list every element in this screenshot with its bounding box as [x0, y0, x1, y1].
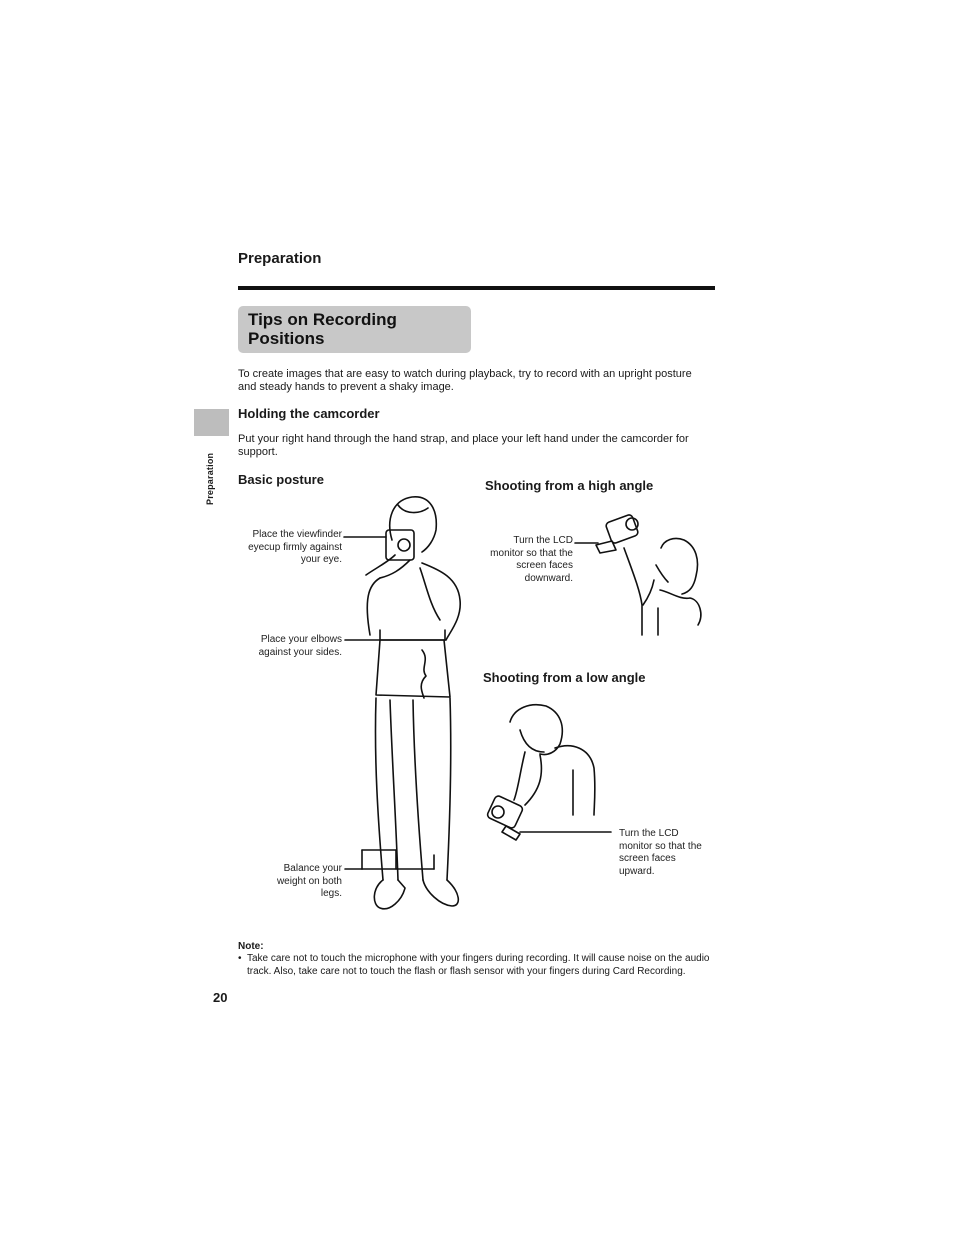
holding-text: Put your right hand through the hand strap, and place your left hand under the camcorder for support. [238, 433, 689, 458]
page-number: 20 [213, 990, 228, 1005]
section-header: Preparation [238, 250, 322, 267]
page-title-line-2: Positions [248, 329, 325, 348]
note-text: Take care not to touch the microphone with your fingers during recording. It will cause noise on the audio track. Also, take care not to touch the flash or flash sensor with your fingers during Card Recording. [247, 953, 710, 977]
callout-high-angle: Turn the LCD monitor so that the screen faces downward. [490, 535, 573, 584]
intro-paragraph: To create images that are easy to watch during playback, try to record with an upright posture and steady hands to prevent a shaky image. [238, 368, 692, 393]
basic-posture-heading: Basic posture [238, 472, 324, 487]
high-angle-heading: Shooting from a high angle [485, 478, 654, 493]
sidebar-label: Preparation [205, 452, 215, 505]
basic-posture-figure-illustration [366, 497, 460, 909]
callout-viewfinder: Place the viewfinder eyecup firmly against your eye. [248, 529, 342, 565]
callout-balance: Balance your weight on both legs. [276, 863, 342, 899]
callout-low-angle: Turn the LCD monitor so that the screen faces upward. [619, 828, 702, 877]
high-angle-figure-illustration [596, 514, 701, 635]
callout-elbows: Place your elbows against your sides. [258, 634, 342, 658]
basic-posture-leader-lines [344, 537, 445, 869]
note-title: Note: [238, 941, 264, 952]
note-item [238, 953, 713, 978]
page-title-line-1: Tips on Recording [248, 310, 397, 329]
low-angle-heading: Shooting from a low angle [483, 670, 646, 685]
holding-heading: Holding the camcorder [238, 406, 380, 421]
low-angle-figure-illustration [486, 705, 595, 840]
note-bullet: • [238, 953, 242, 964]
